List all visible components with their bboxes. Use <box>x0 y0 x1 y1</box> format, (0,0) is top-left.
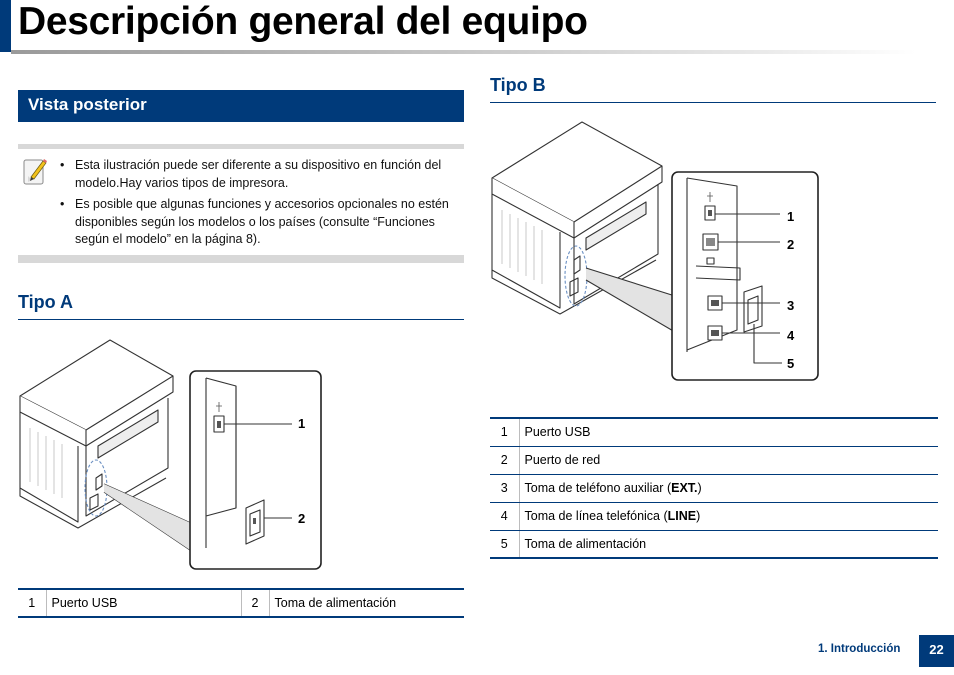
type-b-table <box>490 417 938 559</box>
table-row <box>490 502 938 530</box>
table-cell-label: Puerto USB <box>46 589 241 617</box>
callout-2: 2 <box>787 237 795 252</box>
type-a-table <box>18 588 464 618</box>
table-cell-num: 1 <box>490 418 519 446</box>
callout-5: 5 <box>787 356 795 371</box>
table-cell-label: Toma de teléfono auxiliar (EXT.) <box>519 474 938 502</box>
section-title: Vista posterior <box>28 95 147 114</box>
note-box <box>18 144 464 263</box>
table-row <box>490 418 938 446</box>
table-cell-num: 5 <box>490 530 519 558</box>
callout-1: 1 <box>298 416 306 431</box>
table-cell-num: 4 <box>490 502 519 530</box>
note-item: • Es posible que algunas funciones y accesorios opcionales no estén disponibles según los modelos o los países (consulte “Funciones según el modelo” en la página 8). <box>60 196 460 249</box>
title-accent-bar <box>0 0 11 52</box>
callout-2: 2 <box>298 511 306 526</box>
note-pencil-icon <box>23 156 47 186</box>
type-a-printer-illustration <box>18 338 328 576</box>
table-cell-label: Toma de alimentación <box>519 530 938 558</box>
table-row <box>490 446 938 474</box>
type-a-heading: Tipo A <box>18 292 73 312</box>
table-row <box>490 474 938 502</box>
page-number-badge: 22 <box>919 635 954 667</box>
table-cell-label: Toma de alimentación <box>269 589 464 617</box>
title-underline <box>11 50 916 54</box>
footer-chapter-link[interactable]: 1. Introducción <box>818 643 901 655</box>
type-a-rule <box>18 319 464 320</box>
table-cell-num: 3 <box>490 474 519 502</box>
table-cell-label: Toma de línea telefónica (LINE) <box>519 502 938 530</box>
note-list <box>60 157 460 253</box>
type-b-rule <box>490 102 936 103</box>
table-row <box>18 589 464 617</box>
table-cell-num: 2 <box>241 589 269 617</box>
table-cell-label: Puerto de red <box>519 446 938 474</box>
table-cell-num: 2 <box>490 446 519 474</box>
type-b-printer-illustration <box>490 120 822 386</box>
table-cell-label: Puerto USB <box>519 418 938 446</box>
callout-3: 3 <box>787 298 795 313</box>
note-item: • Esta ilustración puede ser diferente a su dispositivo en función del modelo.Hay varios tipos de impresora. <box>60 157 460 192</box>
callout-1: 1 <box>787 209 795 224</box>
table-cell-num: 1 <box>18 589 46 617</box>
callout-4: 4 <box>787 328 795 343</box>
table-row <box>490 530 938 558</box>
section-header <box>18 90 464 122</box>
page-title: Descripción general del equipo <box>18 0 588 43</box>
type-b-heading: Tipo B <box>490 75 546 95</box>
